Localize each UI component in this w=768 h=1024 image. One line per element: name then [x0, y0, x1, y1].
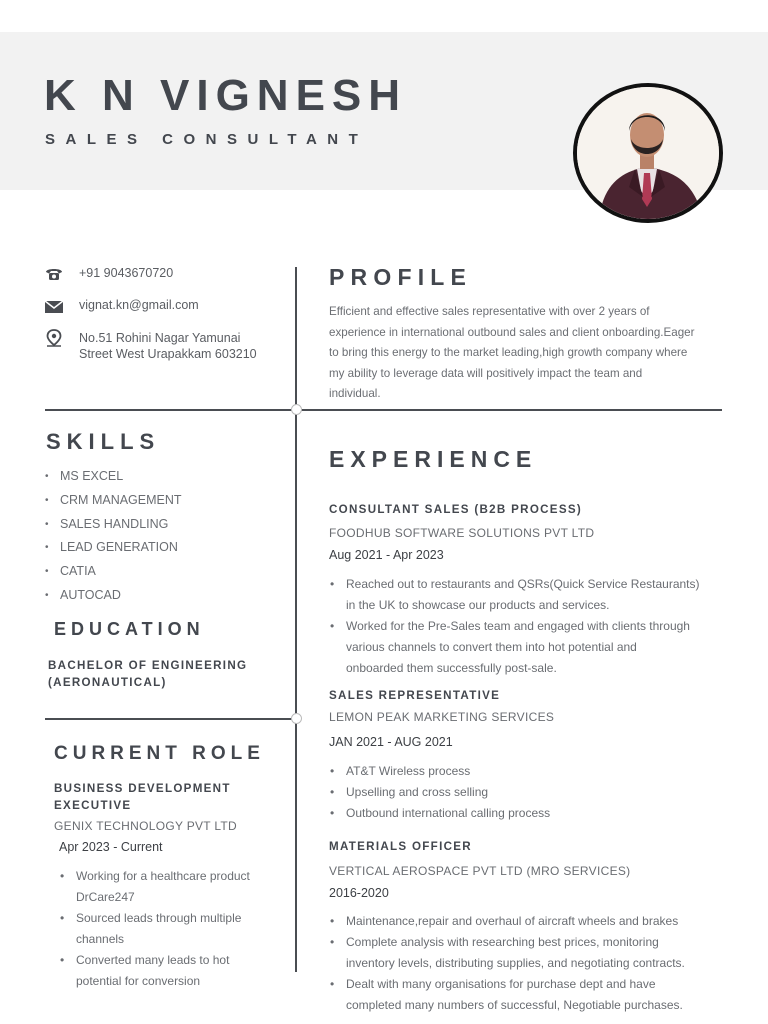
current-role-bullets [59, 866, 289, 992]
skill-item: • LEAD GENERATION [45, 536, 182, 560]
skill-item: • CRM MANAGEMENT [45, 489, 182, 513]
skills-list [45, 465, 182, 608]
current-role-title [54, 780, 231, 814]
profile-line: to bring this energy to the market leading,high growth company where [329, 346, 688, 360]
degree-line: (AERONAUTICAL) [48, 676, 167, 689]
skill-item: • AUTOCAD [45, 584, 182, 608]
job-bullets [329, 574, 729, 679]
profile-heading: PROFILE [329, 264, 473, 290]
current-role-company: GENIX TECHNOLOGY PVT LTD [54, 819, 238, 833]
profile-line: individual. [329, 387, 381, 401]
job-dates: 2016-2020 [329, 886, 389, 900]
bullet-item: • Reached out to restaurants and QSRs(Quick Service Restaurants) in the UK to showcase our products and services. [329, 574, 729, 616]
job-dates: JAN 2021 - AUG 2021 [329, 735, 453, 749]
education-heading: EDUCATION [54, 619, 205, 639]
skill-item: • CATIA [45, 560, 182, 584]
bullet-item: • Sourced leads through multiple channels [59, 908, 289, 950]
bullet-item: • Upselling and cross selling [329, 782, 729, 803]
bullet-item: • Maintenance,repair and overhaul of aircraft wheels and brakes [329, 911, 739, 932]
section-divider [45, 409, 722, 411]
bullet-item: • Converted many leads to hot potential for conversion [59, 950, 289, 992]
candidate-name: K N VIGNESH [44, 71, 408, 120]
job-company: LEMON PEAK MARKETING SERVICES [329, 710, 555, 724]
bullet-item: • Complete analysis with researching best prices, monitoring inventory levels, distributing supplies, and negotiating contracts. [329, 932, 739, 974]
divider-node [291, 713, 302, 724]
skill-item: • SALES HANDLING [45, 513, 182, 537]
skills-heading: SKILLS [46, 429, 161, 454]
job-title: MATERIALS OFFICER [329, 840, 472, 853]
job-title: CONSULTANT SALES (B2B PROCESS) [329, 503, 583, 516]
bullet-item: • AT&T Wireless process [329, 761, 729, 782]
profile-line: experience in international outbound sales and client onboarding.Eager [329, 325, 695, 339]
address-line: No.51 Rohini Nagar Yamunai [79, 331, 241, 345]
job-title: SALES CONSULTANT [45, 131, 369, 148]
profile-summary [329, 302, 724, 405]
address-line: Street West Urapakkam 603210 [79, 346, 257, 361]
bullet-item: • Working for a healthcare product DrCare247 [59, 866, 289, 908]
address [79, 331, 257, 362]
job-bullets [329, 911, 739, 1016]
column-divider [295, 267, 297, 972]
bullet-item: • Dealt with many organisations for purchase dept and have completed many numbers of successful, Negotiable purchases. [329, 974, 739, 1016]
email-address: vignat.kn@gmail.com [79, 298, 199, 312]
profile-line: my ability to leverage data will positively impact the team and [329, 366, 643, 380]
role-title-line: BUSINESS DEVELOPMENT [54, 782, 231, 795]
bullet-item: • Outbound international calling process [329, 803, 729, 824]
divider-node [291, 404, 302, 415]
skill-item: • MS EXCEL [45, 465, 182, 489]
degree-line: BACHELOR OF ENGINEERING [48, 659, 248, 672]
phone-icon [44, 265, 64, 283]
job-bullets [329, 761, 729, 824]
job-title: SALES REPRESENTATIVE [329, 689, 501, 702]
role-title-line: EXECUTIVE [54, 799, 132, 812]
experience-heading: EXPERIENCE [329, 446, 538, 472]
current-role-dates: Apr 2023 - Current [59, 840, 163, 854]
section-divider [45, 718, 296, 720]
degree [48, 657, 247, 691]
location-pin-icon [44, 329, 64, 347]
bullet-item: • Worked for the Pre-Sales team and engaged with clients through various channels to convert them into hot potential and onboarded them successfully post-sale. [329, 616, 729, 679]
job-company: FOODHUB SOFTWARE SOLUTIONS PVT LTD [329, 526, 595, 540]
person-portrait-icon [577, 87, 719, 219]
job-dates: Aug 2021 - Apr 2023 [329, 548, 444, 562]
job-company: VERTICAL AEROSPACE PVT LTD (MRO SERVICES) [329, 864, 631, 878]
phone-number: +91 9043670720 [79, 266, 174, 280]
email-icon [44, 298, 64, 316]
profile-line: Efficient and effective sales representative with over 2 years of [329, 305, 650, 318]
profile-photo [573, 83, 723, 223]
current-role-heading: CURRENT ROLE [54, 743, 265, 764]
